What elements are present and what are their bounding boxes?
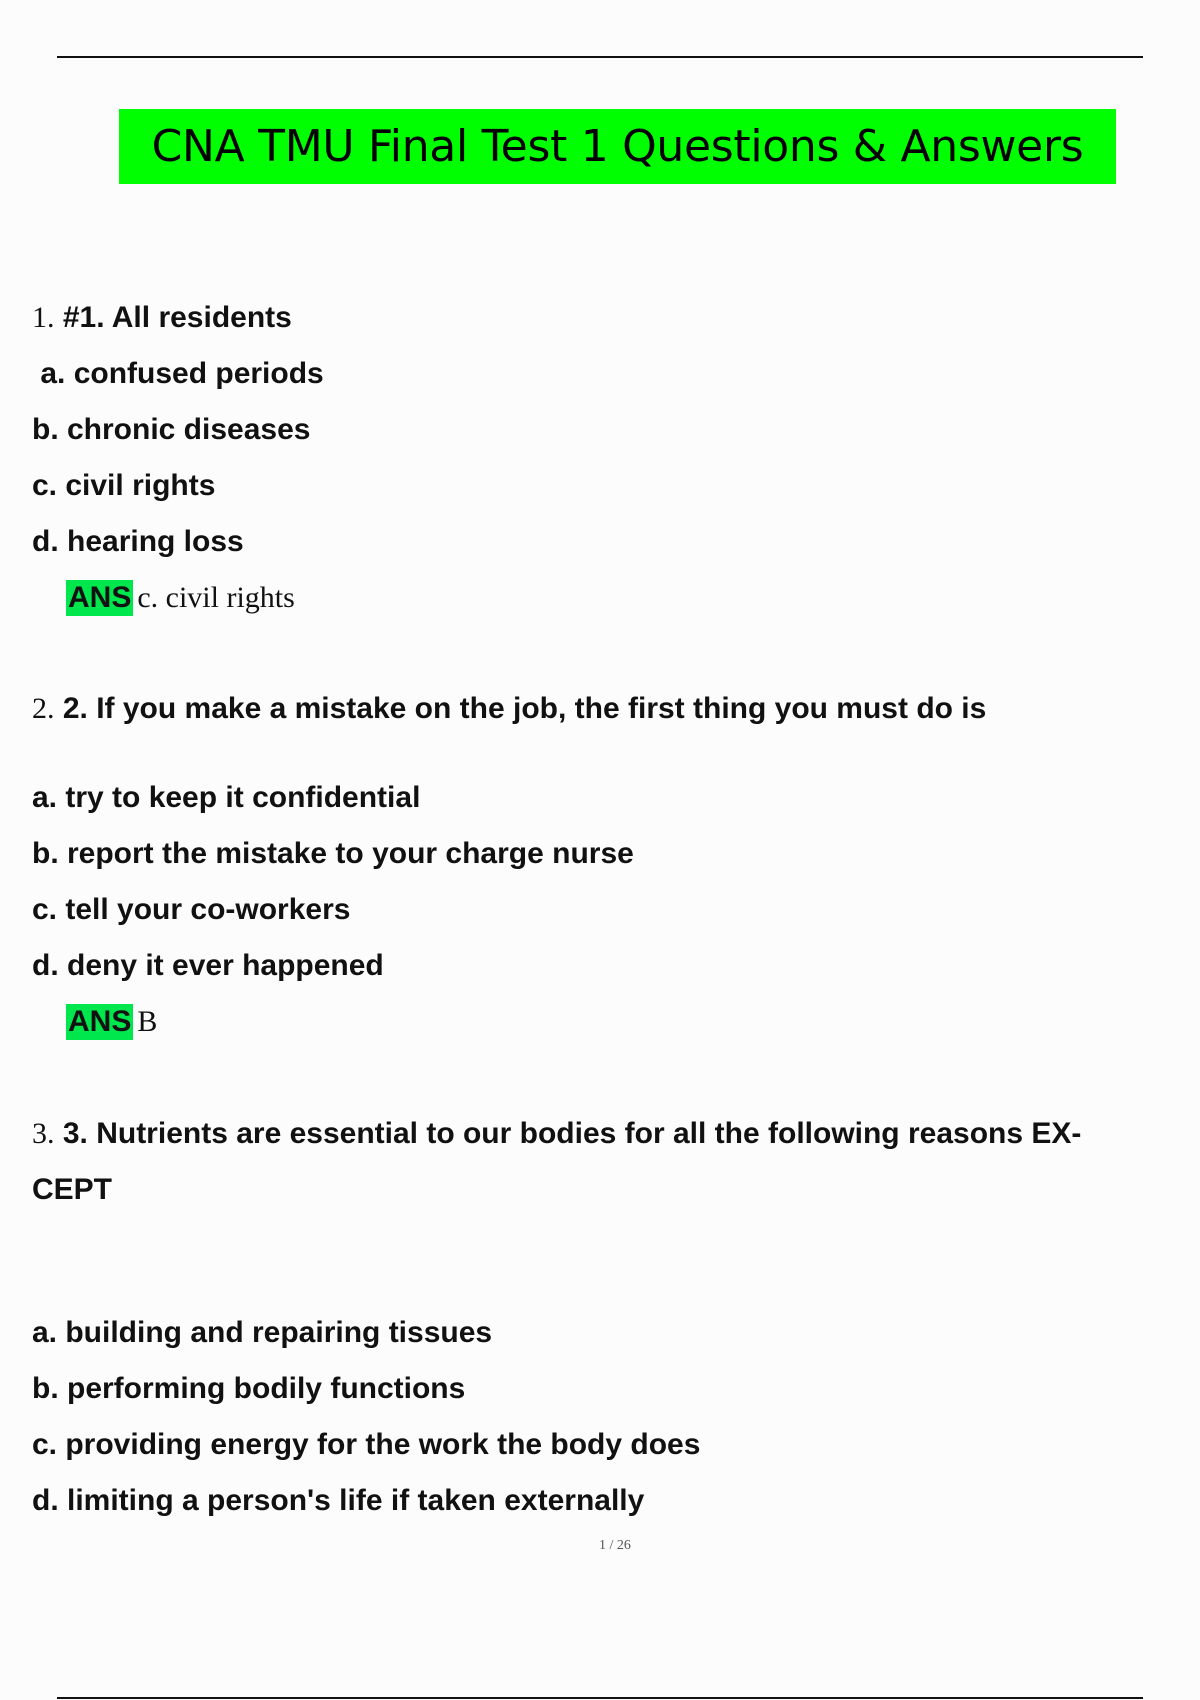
question-number: 1. xyxy=(32,301,55,334)
header-rule xyxy=(57,56,1143,58)
option-c: c. providing energy for the work the body does xyxy=(32,1428,701,1461)
question-1 xyxy=(32,298,292,338)
title-highlight xyxy=(119,109,1116,184)
question-number: 3. xyxy=(32,1117,55,1150)
footer-rule xyxy=(57,1697,1143,1699)
answer-2 xyxy=(66,1002,157,1042)
option-d: d. limiting a person's life if taken externally xyxy=(32,1484,645,1517)
option-d: d. hearing loss xyxy=(32,525,244,558)
option-c: c. civil rights xyxy=(32,469,216,502)
question-3-continuation: CEPT xyxy=(32,1173,113,1206)
option-a: a. building and repairing tissues xyxy=(32,1316,493,1349)
question-text: 3. Nutrients are essential to our bodies for all the following reasons EX- xyxy=(62,1117,1082,1150)
answer-label: ANS xyxy=(68,1005,132,1038)
option-b: b. performing bodily functions xyxy=(32,1372,466,1405)
question-text: #1. All residents xyxy=(62,301,292,334)
question-text: 2. If you make a mistake on the job, the first thing you must do is xyxy=(62,692,987,725)
option-b: b. report the mistake to your charge nurse xyxy=(32,837,634,870)
option-a: a. try to keep it confidential xyxy=(32,781,421,814)
page-number: 1 / 26 xyxy=(599,1538,631,1553)
answer-text: c. civil rights xyxy=(137,581,295,614)
option-c: c. tell your co-workers xyxy=(32,893,351,926)
option-a: a. confused periods xyxy=(32,357,324,390)
answer-text: B xyxy=(137,1005,158,1038)
question-2 xyxy=(32,689,986,729)
answer-label: ANS xyxy=(68,581,132,614)
question-3 xyxy=(32,1114,1081,1154)
question-number: 2. xyxy=(32,692,55,725)
document-title: CNA TMU Final Test 1 Questions & Answers xyxy=(151,121,1084,172)
answer-1 xyxy=(66,578,295,618)
option-b: b. chronic diseases xyxy=(32,413,311,446)
option-d: d. deny it ever happened xyxy=(32,949,384,982)
